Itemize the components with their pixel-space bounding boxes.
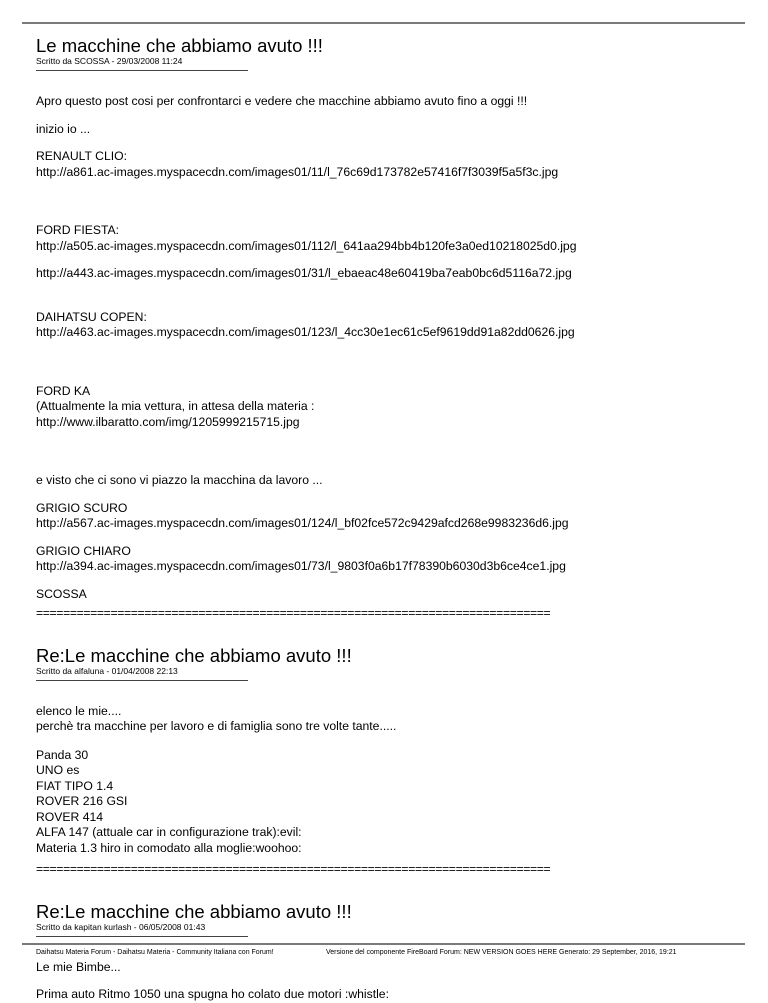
footer-generated-info: Versione del componente FireBoard Forum: NEW VERSION GOES HERE Generato: 29 September, 2016, 19:21 <box>326 949 677 956</box>
post <box>36 36 736 622</box>
meta-divider <box>36 680 248 681</box>
post-paragraph: elenco le mie.... perchè tra macchine per lavoro e di famiglia sono tre volte tante..... <box>36 703 397 733</box>
post-paragraph: Panda 30 UNO es FIAT TIPO 1.4 ROVER 216 GSI ROVER 414 ALFA 147 (attuale car in configurazione trak):evil: Materia 1.3 hiro in comodato alla moglie:woohoo: <box>36 747 302 855</box>
post-paragraph: http://a443.ac-images.myspacecdn.com/images01/31/l_ebaeac48e60419ba7eab0bc6d5116a72.jpg <box>36 266 572 280</box>
post-paragraph: GRIGIO CHIARO http://a394.ac-images.myspacecdn.com/images01/73/l_9803f0a6b17f78390b6030d3b6ce4ce1.jpg <box>36 543 566 573</box>
post-meta: Scritto da alfaluna - 01/04/2008 22:13 <box>36 665 178 676</box>
post-meta: Scritto da kapitan kurlash - 06/05/2008 01:43 <box>36 921 206 932</box>
post-paragraph: Le mie Bimbe... <box>36 959 121 974</box>
footer-rule <box>22 943 745 945</box>
post-title: Re:Le macchine che abbiamo avuto !!! <box>36 900 352 922</box>
post-paragraph: GRIGIO SCURO http://a567.ac-images.myspacecdn.com/images01/124/l_bf02fce572c9429afcd268e9983236d6.jpg <box>36 500 569 530</box>
post-paragraph: FORD KA (Attualmente la mia vettura, in attesa della materia : http://www.ilbaratto.com/img/1205999215715.jpg <box>36 383 315 429</box>
post <box>36 646 736 878</box>
post-title: Re:Le macchine che abbiamo avuto !!! <box>36 644 352 666</box>
post-paragraph: RENAULT CLIO: http://a861.ac-images.myspacecdn.com/images01/11/l_76c69d173782e57416f7f3039f5a5f3c.jpg <box>36 149 559 179</box>
meta-divider <box>36 70 248 71</box>
post-paragraph: inizio io ... <box>36 121 91 136</box>
post-paragraph: Apro questo post cosi per confrontarci e vedere che macchine abbiamo avuto fino a oggi !!! <box>36 94 528 108</box>
post-meta: Scritto da SCOSSA - 29/03/2008 11:24 <box>36 56 183 66</box>
footer-site-name: Daihatsu Materia Forum - Daihatsu Materia - Community Italiana con Forum! <box>36 949 274 956</box>
meta-divider <box>36 936 248 937</box>
post-separator: ============================================================================ <box>36 606 551 620</box>
post-paragraph: FORD FIESTA: http://a505.ac-images.myspacecdn.com/images01/112/l_641aa294bb4b120fe3a0ed10218025d0.jpg <box>36 223 577 253</box>
post-paragraph: DAIHATSU COPEN: http://a463.ac-images.myspacecdn.com/images01/123/l_4cc30e1ec61c5ef9619dd91a82dd0626.jpg <box>36 309 575 339</box>
post-paragraph: Prima auto Ritmo 1050 una spugna ho colato due motori :whistle: <box>36 987 389 1001</box>
page-top-rule <box>22 22 745 24</box>
post-title: Le macchine che abbiamo avuto !!! <box>36 35 323 56</box>
forum-thread <box>36 36 736 1003</box>
post-separator: ============================================================================ <box>36 862 551 876</box>
post-signature: SCOSSA <box>36 586 87 601</box>
post-paragraph: e visto che ci sono vi piazzo la macchina da lavoro ... <box>36 473 323 487</box>
